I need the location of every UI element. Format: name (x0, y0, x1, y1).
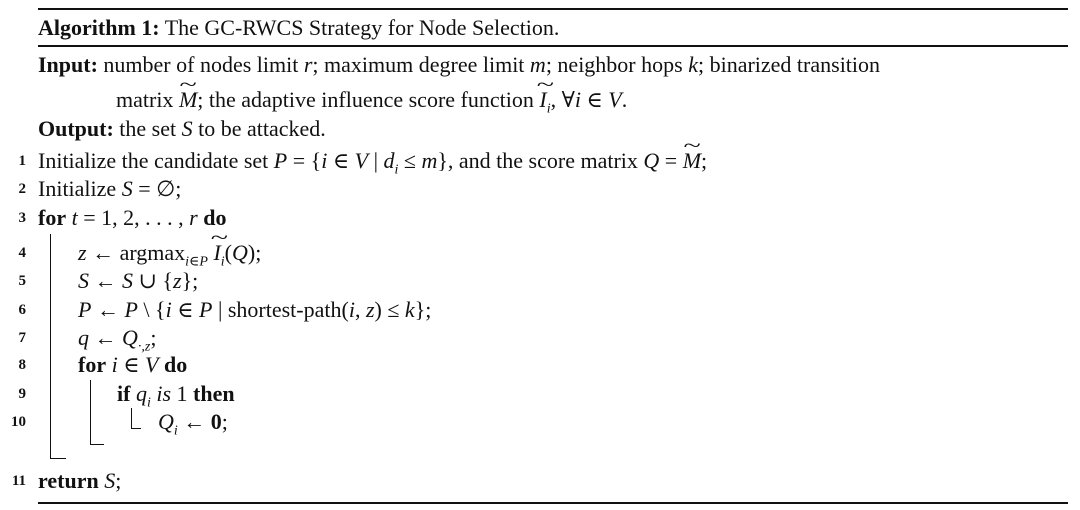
input-line-1 (38, 52, 880, 78)
math-var: t (71, 205, 78, 230)
math-var: r (189, 205, 198, 230)
math-var: ~ M (683, 148, 701, 174)
math-var: r (303, 52, 313, 77)
math-var: P (78, 297, 92, 322)
math-var: P (273, 148, 288, 173)
line-number: 4 (18, 245, 26, 261)
math-var: m (421, 148, 438, 173)
text: ∈ (117, 352, 146, 377)
math-var: Q (232, 240, 248, 265)
input-text: , ∀ (550, 87, 575, 112)
keyword: do (203, 205, 227, 230)
math-var: S (181, 116, 193, 141)
math-var: i (111, 352, 118, 377)
math-var: Q (122, 325, 138, 350)
algo-line-6 (78, 297, 431, 323)
input-text: . (621, 87, 628, 112)
algo-line-4 (78, 240, 262, 270)
math-var: S (78, 268, 89, 293)
text: ≤ (398, 148, 422, 173)
math-var: q (78, 325, 89, 350)
line-number: 9 (18, 386, 26, 402)
output-line (38, 116, 326, 142)
line-number: 1 (18, 153, 26, 169)
algo-line-7 (78, 325, 157, 355)
math-subscript: i (546, 101, 551, 117)
math-var: z (78, 240, 87, 265)
math-var: q (135, 381, 147, 406)
math-var: k (688, 52, 698, 77)
math-var: P (199, 297, 213, 322)
math-var: S (122, 268, 133, 293)
math-var: V (354, 148, 369, 173)
algorithm-title: The GC-RWCS Strategy for Node Selection. (164, 15, 560, 40)
algo-line-3 (38, 205, 226, 231)
math-var: ~ M (179, 87, 197, 113)
math-var: S (121, 176, 133, 201)
math-var: ~ I (539, 87, 546, 113)
block-line-if (131, 408, 132, 428)
math-var: i (348, 297, 355, 322)
input-text: number of nodes limit (103, 52, 304, 77)
text: = 1, 2, . . . , (77, 205, 190, 230)
top-rule (38, 8, 1068, 10)
math-subscript: i∈P (185, 254, 208, 270)
text: 1 (171, 381, 194, 406)
input-text: ; binarized transition (697, 52, 881, 77)
text: ) ≤ (374, 297, 405, 322)
algo-line-5 (78, 268, 198, 294)
input-text: ; neighbor hops (545, 52, 689, 77)
line-number: 3 (18, 210, 26, 226)
text: = (659, 148, 683, 173)
algo-line-11 (38, 468, 121, 494)
keyword: for (38, 205, 67, 230)
input-text: matrix (116, 87, 179, 112)
algorithm-label: Algorithm 1: (38, 15, 160, 40)
algo-line-8 (78, 352, 187, 378)
text: ; (701, 148, 708, 173)
line-number: 11 (11, 473, 26, 489)
text: ∈ (171, 297, 199, 322)
input-text: ; the adaptive influence score function (197, 87, 540, 112)
text: Initialize the candidate set (38, 148, 274, 173)
text: ∪ { (133, 268, 173, 293)
keyword-italic: is (156, 381, 172, 406)
output-label: Output: (38, 116, 114, 141)
text: | (368, 148, 384, 173)
block-end-inner (90, 444, 104, 445)
math-subscript: i (394, 162, 399, 178)
math-subscript: i (173, 423, 178, 439)
math-subscript: i (220, 254, 225, 270)
text: ( (224, 240, 232, 265)
block-end-if (131, 428, 141, 429)
algo-line-10 (158, 409, 228, 439)
math-var: m (529, 52, 546, 77)
text: ∈ (327, 148, 355, 173)
text: Initialize (38, 176, 122, 201)
math-var: S (104, 468, 116, 493)
math-var: i (165, 297, 172, 322)
input-text: ∈ (580, 87, 609, 112)
algo-line-1 (38, 148, 708, 178)
text: }; (181, 268, 199, 293)
keyword: return (38, 468, 99, 493)
math-var: Q (158, 409, 174, 434)
text: ; (115, 468, 122, 493)
math-var: Q (643, 148, 660, 173)
block-line-inner (90, 380, 91, 444)
algo-line-9 (117, 381, 235, 411)
math-var: V (608, 87, 622, 112)
math-var: i (321, 148, 328, 173)
algo-line-2 (38, 176, 181, 202)
math-var: z (173, 268, 182, 293)
text: ; (221, 409, 228, 434)
math-var: i (574, 87, 581, 112)
line-number: 2 (18, 181, 26, 197)
math-var: ~ I (213, 240, 220, 266)
line-number: 10 (11, 414, 26, 430)
text: }, and the score matrix (437, 148, 644, 173)
text: ← (89, 268, 122, 293)
math-subscript: i (146, 395, 151, 411)
header-rule (38, 45, 1068, 47)
math-subscript: ·,z (137, 339, 151, 355)
math-zero: 0 (210, 409, 222, 434)
line-number: 6 (18, 302, 26, 318)
text: = ∅; (132, 176, 182, 201)
input-line-2 (116, 87, 628, 117)
math-var: V (145, 352, 159, 377)
line-number: 5 (18, 273, 26, 289)
text: ← argmax (86, 240, 186, 265)
line-number: 8 (18, 357, 26, 373)
bottom-rule (38, 502, 1068, 504)
block-end-outer (50, 458, 66, 459)
math-var: z (365, 297, 375, 322)
keyword: do (163, 352, 188, 377)
text: , (354, 297, 366, 322)
output-text: to be attacked. (192, 116, 326, 141)
text: }; (414, 297, 432, 322)
algorithm-caption (38, 15, 559, 41)
line-number: 7 (18, 330, 26, 346)
math-var: k (404, 297, 415, 322)
block-line-outer (50, 234, 51, 458)
text: ← (91, 297, 125, 322)
text: | shortest-path( (212, 297, 349, 322)
input-text: ; maximum degree limit (312, 52, 530, 77)
input-label: Input: (38, 52, 98, 77)
output-text: the set (119, 116, 182, 141)
text: ← (177, 409, 211, 434)
text: ← (89, 325, 122, 350)
math-var: d (383, 148, 395, 173)
text: \ { (137, 297, 166, 322)
text: ; (150, 325, 157, 350)
keyword: then (193, 381, 235, 406)
math-var: P (124, 297, 138, 322)
keyword: for (78, 352, 107, 377)
keyword: if (117, 381, 131, 406)
text: ); (247, 240, 262, 265)
text: = { (287, 148, 322, 173)
